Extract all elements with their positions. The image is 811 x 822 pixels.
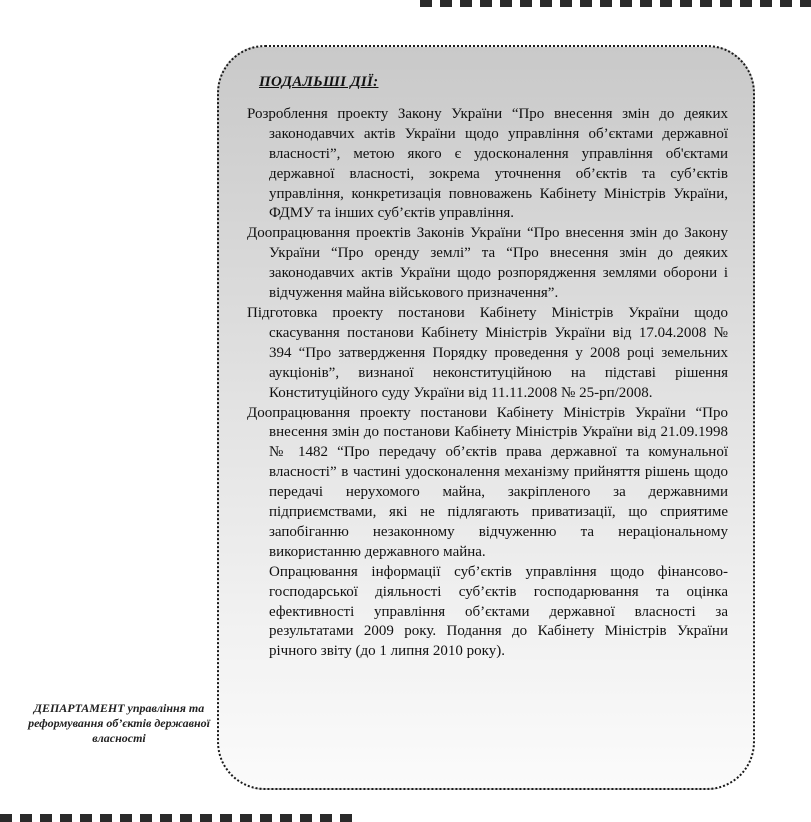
list-item: Доопрацювання проекту постанови Кабінету Міністрів України “Про внесення змін до постанови Кабінету Міністрів України від 21.09.1998 № 1482 “Про передачу об’єктів права державної та комунальної власності” в частині удосконалення механізму прийняття рішень щодо передачі нерухомого майна, закріпленого за державними підприємствами, які не підлягають приватизації, що сприятиме запобіганню незаконному відчуженню та нераціональному використанню державного майна. — [247, 404, 728, 560]
list-item: Розроблення проекту Закону України “Про внесення змін до деяких законодавчих актів України щодо управління об’єктами державної власності”, метою якого є удосконалення управління об'єктами державної власності, зокрема уточнення об’єктів та суб’єктів управління, конкретизація повноважень Кабінету Міністрів України, ФДМУ та інших суб’єктів управління. — [247, 105, 728, 222]
list-item: Доопрацювання проектів Законів України “Про внесення змін до Закону України “Про оренду землі” та “Про внесення змін до деяких законодавчих актів України щодо розпорядження землями оборони і відчуження майна військового призначення”. — [247, 225, 728, 302]
panel-content — [247, 73, 728, 662]
bottom-dashed-border — [0, 814, 358, 822]
list-item: Підготовка проекту постанови Кабінету Міністрів України щодо скасування постанови Кабінету Міністрів України від 17.04.2008 № 394 “Про затвердження Порядку проведення у 2008 році земельних аукціонів”, визнаної неконституційною на підставі рішення Конституційного суду України від 11.11.2008 № 25-рп/2008. — [247, 304, 728, 401]
department-label: ДЕПАРТАМЕНТ управління та реформування об’єктів державної власності — [28, 701, 210, 745]
action-list — [247, 105, 728, 662]
list-item: Опрацювання інформації суб’єктів управління щодо фінансово-господарської діяльності суб’єктів господарювання та оцінка ефективності управління об’єктами державної власності за результатами 2009 року. Подання до Кабінету Міністрів України річного звіту (до 1 липня 2010 року). — [269, 563, 728, 660]
top-dashed-border — [420, 0, 811, 7]
section-heading: ПОДАЛЬШІ ДІЇ: — [259, 74, 379, 90]
